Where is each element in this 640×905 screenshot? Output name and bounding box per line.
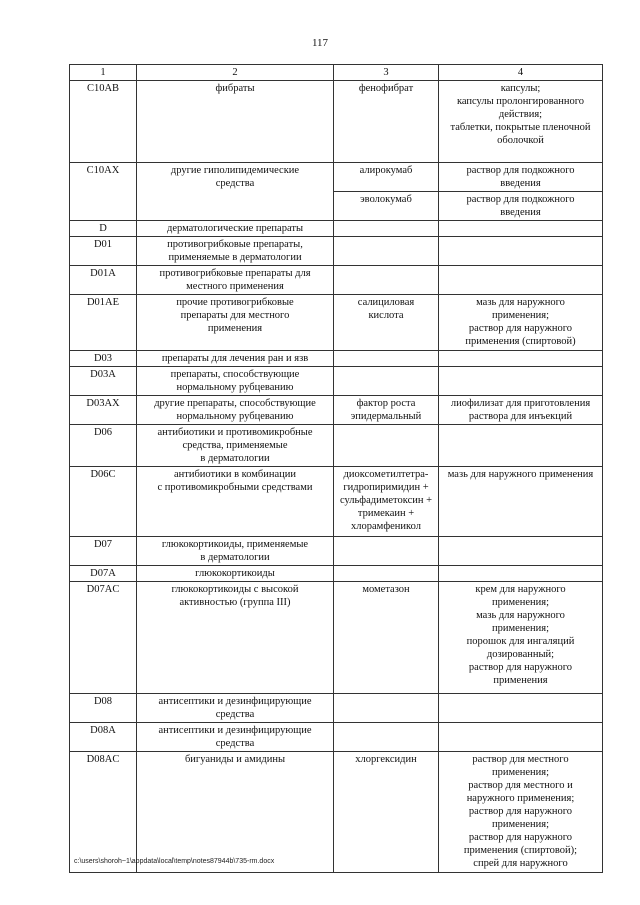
form-cell [439,266,603,295]
group-cell-line: глюкокортикоиды, применяемые [161,539,309,550]
group-cell [137,237,334,266]
atc-code-cell: D03A [70,367,137,396]
form-cell [439,537,603,566]
table-row [70,582,603,694]
form-cell-line: мазь для наружного [476,610,565,621]
group-cell-line: местного применения [186,281,284,292]
group-cell [137,566,334,582]
drug-cell-line: фактор роста [356,398,416,409]
header-cell-1: 1 [70,65,137,81]
form-cell [439,351,603,367]
form-cell [439,367,603,396]
form-cell-line: применения; [491,767,550,778]
atc-code-cell: D06 [70,425,137,467]
table-row [70,752,603,873]
form-cell [439,582,603,694]
group-cell-line: бигуаниды и амидины [184,754,286,765]
group-cell-line: препараты, способствующие [170,369,300,380]
group-cell-line: средства [215,709,255,720]
form-cell [439,237,603,266]
table-row [70,266,603,295]
atc-code-cell: D06C [70,467,137,537]
header-cell-4: 4 [439,65,603,81]
drug-cell-line: гидропиримидин + [343,482,429,493]
form-cell-line: спрей для наружного [473,858,568,869]
table-row [70,163,603,192]
form-cell [439,163,603,192]
table-row [70,295,603,351]
group-cell-line: антибиотики и противомикробные [157,427,313,438]
drug-cell-line: тримекаин + [357,508,415,519]
atc-code-cell: D07AC [70,582,137,694]
table-row [70,566,603,582]
group-cell-line: противогрибковые препараты, [167,239,303,250]
drug-cell [334,582,439,694]
group-cell-line: активностью (группа III) [179,597,291,608]
group-cell-line: средства [215,178,255,189]
atc-code-cell: D08AC [70,752,137,873]
table-row [70,467,603,537]
form-cell-line: применения (спиртовой); [463,845,578,856]
group-cell [137,295,334,351]
form-cell-line: раствор для наружного [468,806,573,817]
form-cell-line: наружного применения; [466,793,575,804]
drug-cell [334,723,439,752]
group-cell [137,537,334,566]
drug-cell [334,266,439,295]
form-cell-line: капсулы; [500,83,541,94]
drug-cell [334,192,439,221]
group-cell-line: противогрибковые препараты для [159,268,311,279]
group-cell-line: фибраты [215,83,255,94]
drug-cell-line: фенофибрат [358,83,414,94]
form-cell-line: дозированный; [486,649,555,660]
group-cell-line: средства, применяемые [182,440,288,451]
form-cell-line: применения; [491,310,550,321]
atc-code-cell: D07 [70,537,137,566]
page-number: 117 [311,37,329,49]
group-cell [137,425,334,467]
group-cell [137,266,334,295]
atc-code-cell: C10AB [70,81,137,163]
drug-cell [334,163,439,192]
atc-code-cell: D01A [70,266,137,295]
group-cell-line: глюкокортикоиды с высокой [171,584,299,595]
drug-cell-line: диоксометилтетра- [343,469,429,480]
form-cell [439,396,603,425]
drug-table [69,64,603,873]
group-cell [137,467,334,537]
header-cell-2: 2 [137,65,334,81]
form-cell [439,723,603,752]
group-cell-line: другие гиполипидемические [170,165,300,176]
form-cell-line: раствор для местного [472,754,569,765]
drug-cell [334,467,439,537]
drug-cell-line: хлоргексидин [355,754,417,765]
group-cell-line: антисептики и дезинфицирующие [158,725,312,736]
drug-cell [334,425,439,467]
group-cell [137,221,334,237]
group-cell-line: применения [207,323,263,334]
form-cell-line: капсулы пролонгированного [456,96,585,107]
group-cell-line: антисептики и дезинфицирующие [158,696,312,707]
drug-cell [334,351,439,367]
form-cell-line: раствор для подкожного [466,165,575,176]
table-row [70,351,603,367]
form-cell-line: раствор для подкожного [466,194,575,205]
form-cell-line: крем для наружного [475,584,566,595]
form-cell-line: введения [500,207,541,218]
drug-cell-line: мометазон [362,584,410,595]
group-cell [137,81,334,163]
drug-cell [334,221,439,237]
form-cell-line: лиофилизат для приготовления [450,398,591,409]
drug-cell-line: сульфадиметоксин + [339,495,433,506]
drug-cell-line: алирокумаб [359,165,413,176]
table-row [70,694,603,723]
form-cell-line: оболочкой [497,135,544,146]
form-cell-line: раствор для наружного [468,832,573,843]
form-cell-line: применения; [491,819,550,830]
group-cell [137,351,334,367]
form-cell [439,752,603,873]
group-cell [137,396,334,425]
atc-code-cell: D07A [70,566,137,582]
drug-cell [334,295,439,351]
drug-cell [334,367,439,396]
group-cell [137,694,334,723]
table-row [70,537,603,566]
atc-code-cell: D08 [70,694,137,723]
drug-cell [334,396,439,425]
form-cell [439,566,603,582]
form-cell-line: раствор для наружного [468,323,573,334]
group-cell-line: другие препараты, способствующие [154,398,316,409]
group-cell-line: препараты для лечения ран и язв [161,353,309,364]
form-cell-line: порошок для ингаляций [466,636,575,647]
drug-cell-line: эволокумаб [360,194,412,205]
form-cell-line: действия; [498,109,543,120]
drug-cell-line: салициловая [357,297,415,308]
group-cell-line: препараты для местного [180,310,290,321]
group-cell-line: в дерматологии [200,552,270,563]
group-cell-line: нормальному рубцеванию [176,411,294,422]
atc-code-cell: D01 [70,237,137,266]
group-cell-line: в дерматологии [200,453,270,464]
group-cell-line: применяемые в дерматологии [168,252,302,263]
group-cell [137,367,334,396]
atc-code-cell: D03 [70,351,137,367]
form-cell-line: введения [500,178,541,189]
table-row [70,425,603,467]
group-cell-line: прочие противогрибковые [176,297,294,308]
drug-cell-line: эпидермальный [350,411,422,422]
form-cell [439,467,603,537]
group-cell-line: нормальному рубцеванию [176,382,294,393]
group-cell [137,723,334,752]
group-cell-line: дерматологические препараты [167,223,303,234]
atc-code-cell: D03AX [70,396,137,425]
header-cell-3: 3 [334,65,439,81]
group-cell-line: с противомикробными средствами [157,482,313,493]
atc-code-cell: D [70,221,137,237]
form-cell-line: раствор для наружного [468,662,573,673]
form-cell-line: мазь для наружного применения [447,469,594,480]
group-cell-line: антибиотики в комбинации [173,469,297,480]
table-row [70,221,603,237]
table-row [70,396,603,425]
form-cell [439,192,603,221]
table-row [70,367,603,396]
form-cell-line: таблетки, покрытые пленочной [450,122,591,133]
file-path-footer: c:\users\shoroh~1\appdata\local\temp\notes87944b\735-rm.docx [74,858,275,865]
form-cell-line: раствор для местного и [468,780,573,791]
table-row [70,723,603,752]
form-cell-line: применения [493,675,548,686]
form-cell [439,694,603,723]
form-cell-line: применения; [491,623,550,634]
group-cell-line: глюкокортикоиды [195,568,275,579]
drug-cell [334,694,439,723]
atc-code-cell: D08A [70,723,137,752]
group-cell [137,582,334,694]
atc-code-cell: C10AX [70,163,137,221]
group-cell [137,752,334,873]
drug-cell-line: хлорамфеникол [351,521,421,532]
form-cell-line: применения (спиртовой) [465,336,576,347]
form-cell [439,295,603,351]
form-cell-line: мазь для наружного [476,297,565,308]
drug-cell [334,237,439,266]
form-cell [439,425,603,467]
form-cell [439,221,603,237]
form-cell-line: раствора для инъекций [468,411,573,422]
drug-cell-line: кислота [368,310,404,321]
group-cell-line: средства [215,738,255,749]
drug-cell [334,537,439,566]
drug-cell [334,566,439,582]
drug-cell [334,81,439,163]
form-cell-line: применения; [491,597,550,608]
table-row [70,81,603,163]
atc-code-cell: D01AE [70,295,137,351]
drug-cell [334,752,439,873]
table-row [70,237,603,266]
header-row [70,65,603,81]
form-cell [439,81,603,163]
group-cell [137,163,334,221]
